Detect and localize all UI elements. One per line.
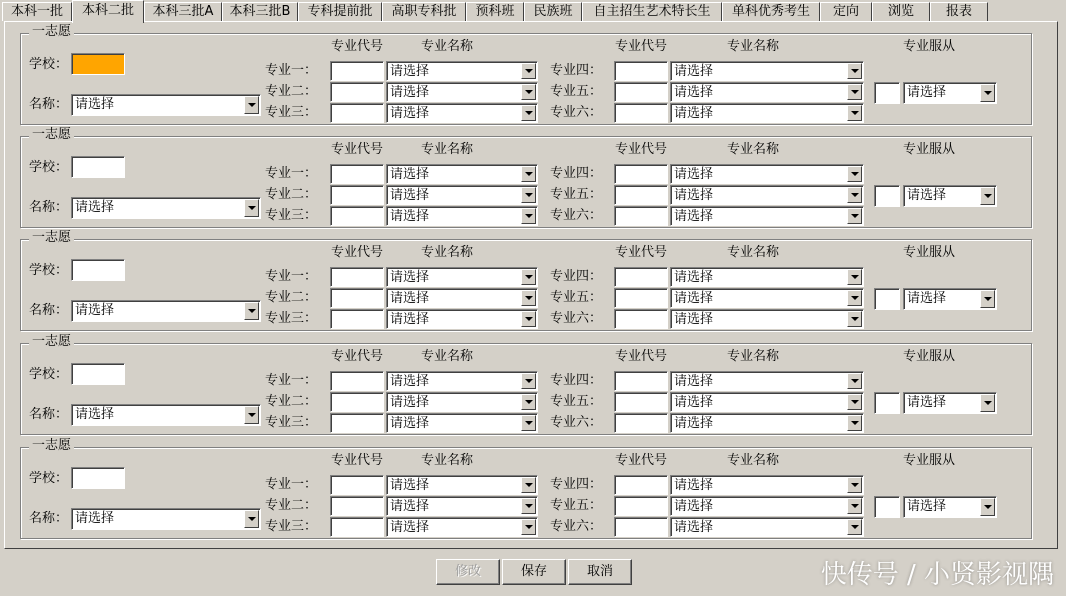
school-name-select-value: 请选择: [75, 200, 115, 215]
major-name-select-value: 请选择: [390, 270, 430, 285]
dropdown-arrow-icon[interactable]: [244, 96, 259, 114]
tab-2[interactable]: 本科二批: [72, 0, 144, 23]
major-label: 专业六：: [550, 519, 603, 534]
name-label: 名称：: [29, 97, 69, 112]
follow-select[interactable]: [903, 82, 997, 104]
major-name-select-value: 请选择: [674, 291, 714, 306]
dropdown-arrow-icon[interactable]: [847, 269, 862, 285]
major-name-select[interactable]: [386, 103, 538, 123]
major-code-input[interactable]: [330, 371, 384, 391]
school-label: 学校：: [29, 471, 69, 486]
major-name-select-value: 请选择: [390, 209, 430, 224]
major-label: 专业六：: [550, 105, 603, 120]
major-name-select-value: 请选择: [390, 312, 430, 327]
major-code-input[interactable]: [614, 392, 668, 412]
major-name-select[interactable]: [670, 61, 864, 81]
tab-1[interactable]: 本科一批: [2, 2, 72, 21]
dropdown-arrow-icon[interactable]: [521, 373, 536, 389]
major-label: 专业一：: [265, 373, 318, 388]
major-name-select[interactable]: [386, 288, 538, 308]
major-label: 专业四：: [550, 477, 603, 492]
follow-select-value: 请选择: [907, 85, 947, 100]
major-code-input[interactable]: [614, 164, 668, 184]
major-label: 专业三：: [265, 519, 318, 534]
major-name-select-value: 请选择: [390, 520, 430, 535]
major-name-select[interactable]: [670, 82, 864, 102]
major-label: 专业二：: [265, 187, 318, 202]
dropdown-arrow-icon[interactable]: [521, 84, 536, 100]
major-code-input[interactable]: [330, 496, 384, 516]
follow-select-value: 请选择: [907, 499, 947, 514]
tab-4[interactable]: 本科三批B: [222, 2, 298, 21]
group-title: 一志愿: [29, 230, 74, 246]
major-name-select[interactable]: [670, 475, 864, 495]
dropdown-arrow-icon[interactable]: [521, 311, 536, 327]
dropdown-arrow-icon[interactable]: [521, 208, 536, 224]
dropdown-arrow-icon[interactable]: [847, 105, 862, 121]
major-name-select-value: 请选择: [674, 167, 714, 182]
follow-header: 专业服从: [903, 39, 956, 54]
major-label: 专业四：: [550, 63, 603, 78]
dropdown-arrow-icon[interactable]: [244, 510, 259, 528]
major-code-input[interactable]: [614, 517, 668, 537]
dropdown-arrow-icon[interactable]: [521, 415, 536, 431]
code-header: 专业代号: [331, 245, 384, 260]
follow-header: 专业服从: [903, 245, 956, 260]
follow-header: 专业服从: [903, 453, 956, 468]
major-code-input[interactable]: [614, 496, 668, 516]
major-label: 专业五：: [550, 394, 603, 409]
major-label: 专业五：: [550, 187, 603, 202]
major-name-header: 专业名称: [421, 245, 474, 260]
major-name-select-value: 请选择: [390, 64, 430, 79]
major-code-input[interactable]: [330, 413, 384, 433]
major-label: 专业三：: [265, 208, 318, 223]
major-name-header: 专业名称: [421, 142, 474, 157]
major-name-select[interactable]: [386, 206, 538, 226]
tab-5[interactable]: 专科提前批: [298, 2, 382, 21]
major-label: 专业六：: [550, 208, 603, 223]
major-code-input[interactable]: [614, 288, 668, 308]
major-code-input[interactable]: [330, 392, 384, 412]
major-label: 专业一：: [265, 269, 318, 284]
tab-13[interactable]: 报表: [930, 2, 988, 21]
follow-input[interactable]: [874, 288, 900, 310]
major-name-header: 专业名称: [727, 349, 780, 364]
dropdown-arrow-icon[interactable]: [521, 477, 536, 493]
major-code-input[interactable]: [330, 103, 384, 123]
code-header: 专业代号: [615, 453, 668, 468]
major-label: 专业六：: [550, 415, 603, 430]
major-code-input[interactable]: [614, 185, 668, 205]
major-code-input[interactable]: [330, 267, 384, 287]
major-name-select-value: 请选择: [674, 64, 714, 79]
group-title: 一志愿: [29, 24, 74, 40]
major-code-input[interactable]: [614, 267, 668, 287]
major-name-select[interactable]: [670, 309, 864, 329]
follow-select-value: 请选择: [907, 291, 947, 306]
follow-header: 专业服从: [903, 349, 956, 364]
dropdown-arrow-icon[interactable]: [521, 519, 536, 535]
dropdown-arrow-icon[interactable]: [521, 394, 536, 410]
major-name-select-value: 请选择: [674, 520, 714, 535]
school-label: 学校：: [29, 367, 69, 382]
school-label: 学校：: [29, 160, 69, 175]
major-name-select[interactable]: [386, 475, 538, 495]
major-name-select-value: 请选择: [674, 312, 714, 327]
follow-select[interactable]: [903, 288, 997, 310]
major-label: 专业四：: [550, 166, 603, 181]
major-code-input[interactable]: [614, 371, 668, 391]
name-label: 名称：: [29, 303, 69, 318]
major-name-select-value: 请选择: [674, 106, 714, 121]
code-header: 专业代号: [331, 453, 384, 468]
major-label: 专业五：: [550, 84, 603, 99]
school-name-select[interactable]: [71, 404, 261, 426]
dropdown-arrow-icon[interactable]: [847, 84, 862, 100]
save-button[interactable]: 保存: [502, 559, 566, 585]
tab-bar: [0, 0, 1066, 22]
school-input[interactable]: [71, 53, 125, 75]
follow-input[interactable]: [874, 392, 900, 414]
dropdown-arrow-icon[interactable]: [244, 406, 259, 424]
major-name-select-value: 请选择: [390, 167, 430, 182]
follow-select[interactable]: [903, 496, 997, 518]
major-name-select-value: 请选择: [674, 395, 714, 410]
major-name-select[interactable]: [670, 392, 864, 412]
tab-12[interactable]: 浏览: [872, 2, 930, 21]
school-input[interactable]: [71, 156, 125, 178]
major-code-input[interactable]: [330, 517, 384, 537]
dropdown-arrow-icon[interactable]: [847, 63, 862, 79]
dropdown-arrow-icon[interactable]: [521, 290, 536, 306]
code-header: 专业代号: [615, 349, 668, 364]
choice-group: [20, 334, 1032, 435]
dropdown-arrow-icon[interactable]: [847, 166, 862, 182]
tab-6[interactable]: 高职专科批: [382, 2, 466, 21]
major-name-select-value: 请选择: [390, 478, 430, 493]
tab-9[interactable]: 自主招生艺术特长生: [582, 2, 722, 21]
major-name-select-value: 请选择: [390, 291, 430, 306]
follow-select[interactable]: [903, 185, 997, 207]
major-name-select[interactable]: [670, 288, 864, 308]
dropdown-arrow-icon[interactable]: [847, 477, 862, 493]
major-name-select[interactable]: [386, 309, 538, 329]
tab-8[interactable]: 民族班: [524, 2, 582, 21]
major-code-input[interactable]: [614, 475, 668, 495]
group-title: 一志愿: [29, 334, 74, 350]
modify-button[interactable]: 修改: [436, 559, 500, 585]
major-code-input[interactable]: [330, 309, 384, 329]
dropdown-arrow-icon[interactable]: [244, 199, 259, 217]
major-code-input[interactable]: [614, 206, 668, 226]
major-name-header: 专业名称: [421, 349, 474, 364]
follow-select-value: 请选择: [907, 395, 947, 410]
dropdown-arrow-icon[interactable]: [847, 311, 862, 327]
follow-input[interactable]: [874, 82, 900, 104]
school-name-select[interactable]: [71, 197, 261, 219]
major-name-select-value: 请选择: [674, 188, 714, 203]
tab-10[interactable]: 单科优秀考生: [722, 2, 820, 21]
major-name-select[interactable]: [386, 496, 538, 516]
major-label: 专业四：: [550, 269, 603, 284]
major-name-select[interactable]: [670, 164, 864, 184]
choice-group: [20, 230, 1032, 331]
major-label: 专业二：: [265, 498, 318, 513]
major-name-select[interactable]: [670, 267, 864, 287]
major-label: 专业三：: [265, 415, 318, 430]
name-label: 名称：: [29, 407, 69, 422]
school-label: 学校：: [29, 263, 69, 278]
code-header: 专业代号: [615, 39, 668, 54]
school-name-select-value: 请选择: [75, 97, 115, 112]
dropdown-arrow-icon[interactable]: [980, 498, 995, 516]
dropdown-arrow-icon[interactable]: [980, 187, 995, 205]
major-name-select[interactable]: [670, 371, 864, 391]
dropdown-arrow-icon[interactable]: [980, 84, 995, 102]
school-name-select-value: 请选择: [75, 407, 115, 422]
dropdown-arrow-icon[interactable]: [521, 63, 536, 79]
major-label: 专业三：: [265, 105, 318, 120]
dropdown-arrow-icon[interactable]: [521, 166, 536, 182]
major-name-select[interactable]: [386, 164, 538, 184]
major-code-input[interactable]: [614, 82, 668, 102]
major-name-select[interactable]: [670, 206, 864, 226]
major-code-input[interactable]: [330, 475, 384, 495]
major-name-select[interactable]: [386, 61, 538, 81]
major-name-header: 专业名称: [727, 39, 780, 54]
watermark-text: 快传号 / 小贤影视隅: [820, 560, 1054, 590]
tab-3[interactable]: 本科三批A: [144, 2, 222, 21]
cancel-button[interactable]: 取消: [568, 559, 632, 585]
major-name-header: 专业名称: [421, 453, 474, 468]
dropdown-arrow-icon[interactable]: [521, 498, 536, 514]
major-name-header: 专业名称: [727, 453, 780, 468]
major-name-select-value: 请选择: [390, 374, 430, 389]
major-name-select-value: 请选择: [390, 499, 430, 514]
major-name-select-value: 请选择: [390, 85, 430, 100]
major-name-select[interactable]: [386, 371, 538, 391]
dropdown-arrow-icon[interactable]: [521, 187, 536, 203]
code-header: 专业代号: [331, 142, 384, 157]
major-name-select[interactable]: [386, 267, 538, 287]
dropdown-arrow-icon[interactable]: [847, 498, 862, 514]
major-code-input[interactable]: [330, 206, 384, 226]
dropdown-arrow-icon[interactable]: [980, 290, 995, 308]
major-name-select[interactable]: [670, 517, 864, 537]
major-name-select-value: 请选择: [674, 478, 714, 493]
major-name-select-value: 请选择: [390, 188, 430, 203]
major-name-header: 专业名称: [727, 142, 780, 157]
major-label: 专业二：: [265, 394, 318, 409]
major-label: 专业一：: [265, 166, 318, 181]
code-header: 专业代号: [615, 245, 668, 260]
major-name-select[interactable]: [670, 496, 864, 516]
dropdown-arrow-icon[interactable]: [847, 519, 862, 535]
school-name-select-value: 请选择: [75, 511, 115, 526]
major-label: 专业一：: [265, 63, 318, 78]
code-header: 专业代号: [615, 142, 668, 157]
follow-input[interactable]: [874, 496, 900, 518]
choice-group: [20, 24, 1032, 125]
name-label: 名称：: [29, 511, 69, 526]
major-code-input[interactable]: [330, 185, 384, 205]
major-name-select-value: 请选择: [674, 499, 714, 514]
choice-group: [20, 438, 1032, 539]
dropdown-arrow-icon[interactable]: [980, 394, 995, 412]
major-code-input[interactable]: [330, 288, 384, 308]
major-label: 专业五：: [550, 290, 603, 305]
major-code-input[interactable]: [614, 413, 668, 433]
major-code-input[interactable]: [330, 82, 384, 102]
major-name-select-value: 请选择: [390, 106, 430, 121]
major-label: 专业六：: [550, 311, 603, 326]
major-name-select[interactable]: [386, 413, 538, 433]
major-name-select-value: 请选择: [674, 416, 714, 431]
major-name-select-value: 请选择: [674, 209, 714, 224]
major-code-input[interactable]: [614, 309, 668, 329]
major-label: 专业一：: [265, 477, 318, 492]
dropdown-arrow-icon[interactable]: [521, 269, 536, 285]
follow-select[interactable]: [903, 392, 997, 414]
major-name-select[interactable]: [670, 413, 864, 433]
choice-group: [20, 127, 1032, 228]
major-name-select[interactable]: [386, 185, 538, 205]
major-label: 专业三：: [265, 311, 318, 326]
dropdown-arrow-icon[interactable]: [521, 105, 536, 121]
follow-select-value: 请选择: [907, 188, 947, 203]
group-title: 一志愿: [29, 438, 74, 454]
follow-input[interactable]: [874, 185, 900, 207]
dropdown-arrow-icon[interactable]: [847, 290, 862, 306]
school-name-select[interactable]: [71, 508, 261, 530]
major-name-header: 专业名称: [727, 245, 780, 260]
major-name-select-value: 请选择: [390, 416, 430, 431]
major-name-select[interactable]: [670, 103, 864, 123]
dropdown-arrow-icon[interactable]: [847, 415, 862, 431]
dropdown-arrow-icon[interactable]: [244, 302, 259, 320]
major-name-select[interactable]: [670, 185, 864, 205]
tab-11[interactable]: 定向: [820, 2, 872, 21]
school-input[interactable]: [71, 363, 125, 385]
major-name-select-value: 请选择: [674, 270, 714, 285]
major-name-select-value: 请选择: [674, 85, 714, 100]
major-label: 专业二：: [265, 290, 318, 305]
school-label: 学校：: [29, 57, 69, 72]
school-input[interactable]: [71, 259, 125, 281]
major-name-select[interactable]: [386, 392, 538, 412]
dropdown-arrow-icon[interactable]: [847, 394, 862, 410]
major-code-input[interactable]: [614, 103, 668, 123]
major-name-header: 专业名称: [421, 39, 474, 54]
major-code-input[interactable]: [330, 61, 384, 81]
school-name-select[interactable]: [71, 94, 261, 116]
code-header: 专业代号: [331, 39, 384, 54]
school-name-select-value: 请选择: [75, 303, 115, 318]
major-label: 专业五：: [550, 498, 603, 513]
follow-header: 专业服从: [903, 142, 956, 157]
dropdown-arrow-icon[interactable]: [847, 373, 862, 389]
dropdown-arrow-icon[interactable]: [847, 187, 862, 203]
major-code-input[interactable]: [330, 164, 384, 184]
dropdown-arrow-icon[interactable]: [847, 208, 862, 224]
name-label: 名称：: [29, 200, 69, 215]
major-name-select[interactable]: [386, 517, 538, 537]
group-title: 一志愿: [29, 127, 74, 143]
major-code-input[interactable]: [614, 61, 668, 81]
major-name-select-value: 请选择: [674, 374, 714, 389]
major-name-select-value: 请选择: [390, 395, 430, 410]
major-name-select[interactable]: [386, 82, 538, 102]
major-label: 专业四：: [550, 373, 603, 388]
school-input[interactable]: [71, 467, 125, 489]
tab-7[interactable]: 预科班: [466, 2, 524, 21]
school-name-select[interactable]: [71, 300, 261, 322]
major-label: 专业二：: [265, 84, 318, 99]
code-header: 专业代号: [331, 349, 384, 364]
